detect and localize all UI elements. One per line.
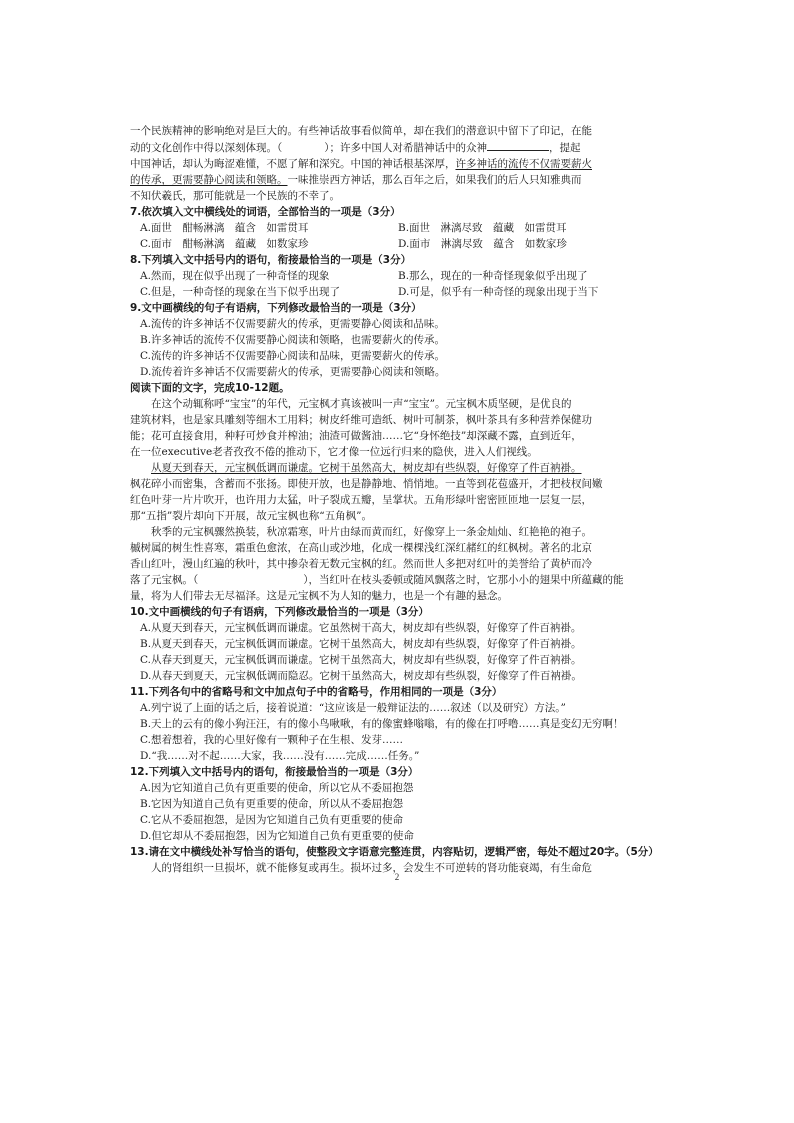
- reading-p1-line3: 能；花可直接食用，种籽可炒食并榨油；油渣可做酱油……它“身怀绝技”却深藏不露，直到近年，: [130, 430, 582, 442]
- question-11-title: 11.下列各句中的省略号和文中加点句子中的省略号，作用相同的一项是（3分）: [130, 686, 503, 698]
- q10-option-b: B.从夏天到春天，元宝枫低调而谦虚。它树干虽然高大，树皮却有些纵裂，好像穿了件百衲褂。: [140, 638, 582, 650]
- q7-option-a: A.面世 酣畅淋漓 蕴含 如雷贯耳: [140, 222, 309, 234]
- question-8-title: 8.下列填入文中括号内的语句，衔接最恰当的一项是（3分）: [130, 254, 412, 266]
- question-10-title: 10.文中画横线的句子有语病，下列修改最恰当的一项是（3分）: [130, 606, 429, 618]
- reading-p1-line4: 在一位executive老者孜孜不倦的推动下，它才像一位远行归来的隐侠，进入人们视线。: [130, 446, 538, 458]
- reading-p3-line5: 量，将为人们带去无尽福泽。这是元宝枫不为人知的魅力，也是一个有趣的悬念。: [130, 590, 508, 602]
- q7-option-b: B.面世 淋漓尽致 蕴藏 如雷贯耳: [398, 222, 567, 234]
- reading-p3-line2: 槭树属的树生性喜寒，霜重色愈浓，在高山或沙地，化成一棵棵浅红深红赭红的红枫树。著名的北京: [130, 542, 592, 554]
- passage1-line2: 动的文化创作中得以深刻体现。（ ）；许多中国人对希腊神话中的众神 ，提起: [130, 139, 661, 156]
- q11-option-c: C.想着想着，我的心里好像有一颗种子在生根、发芽……: [140, 734, 403, 746]
- reading-p2-line1: 从夏天到春天，元宝枫低调而谦虚。它树干虽然高大，树皮却有些纵裂，好像穿了件百衲褂。: [151, 462, 582, 474]
- passage1-line4: 的传承，更需要静心阅读和领略。一味推崇西方神话，那么百年之后，如果我们的后人只知雅典而: [130, 174, 582, 186]
- q12-option-b: B.它因为知道自己负有更重要的使命，所以从不委屈抱怨: [140, 798, 404, 810]
- reading-p1-line1: 在这个动辄称呼“宝宝”的年代，元宝枫才真该被叫一声“宝宝”。元宝枫木质坚硬，是优良的: [151, 398, 572, 410]
- question-13-title: 13.请在文中横线处补写恰当的语句，使整段文字语意完整连贯，内容贴切，逻辑严密，每处不超过20字。（5分）: [130, 846, 659, 858]
- q10-option-c: C.从春天到夏天，元宝枫低调而谦虚。它树干虽然高大，树皮却有些纵裂，好像穿了件百衲褂。: [140, 654, 582, 666]
- q7-option-c: C.面市 酣畅淋漓 蕴藏 如数家珍: [140, 238, 309, 250]
- q9-option-b: B.许多神话的流传不仅需要静心阅读和领略，也需要薪火的传承。: [140, 334, 446, 346]
- q10-option-a: A.从夏天到春天，元宝枫低调而谦虚。它虽然树干高大，树皮却有些纵裂，好像穿了件百衲褂。: [140, 622, 582, 634]
- passage1-line1: 一个民族精神的影响绝对是巨大的。有些神话故事看似简单，却在我们的潜意识中留下了印记，在能: [130, 125, 592, 137]
- q11-option-b: B.天上的云有的像小狗汪汪，有的像小鸟啾啾，有的像蜜蜂嗡嗡，有的像在打呼噜……真是变幻无穷啊！: [140, 718, 624, 730]
- reading-p1-line2: 建筑材料，也是家具雕刻等细木工用料；树皮纤维可造纸、树叶可制茶，枫叶茶具有多种营养保健功: [130, 414, 592, 426]
- page-number: 2: [394, 872, 400, 882]
- q11-option-a: A.列宁说了上面的话之后，接着说道：“这应该是一般辩证法的……叙述（以及研究）方法。”: [140, 702, 566, 714]
- q8-option-b: B.那么，现在的一种奇怪现象似乎出现了: [398, 270, 588, 282]
- question-9-title: 9.文中画横线的句子有语病，下列修改最恰当的一项是（3分）: [130, 302, 422, 314]
- reading-p2-line2: 枫花碎小而密集，含蓄而不张扬。即使开放，也是静静地、悄悄地。一直等到花苞盛开，才把枝杈间嫩: [130, 478, 603, 490]
- q9-option-d: D.流传着许多神话不仅需要薪火的传承，更需要静心阅读和领略。: [140, 366, 446, 378]
- exam-page: [130, 123, 661, 876]
- q8-option-c: C.但是，一种奇怪的现象在当下似乎出现了: [140, 286, 340, 298]
- q9-option-c: C.流传的许多神话不仅需要静心阅读和品味，更需要薪火的传承。: [140, 350, 445, 362]
- q7-option-d: D.面市 淋漓尽致 蕴含 如数家珍: [398, 238, 567, 250]
- q9-option-a: A.流传的许多神话不仅需要薪火的传承，更需要静心阅读和品味。: [140, 318, 445, 330]
- reading-p2-line4: 那“五指”裂片却向下开展，故元宝枫也称“五角枫”。: [130, 510, 372, 522]
- q11-option-d: D.“我……对不起……大家，我……没有……完成……任务。”: [140, 750, 420, 762]
- question-8-options: [130, 268, 661, 300]
- question-7-options: [130, 220, 661, 252]
- passage1-line3: 中国神话，却认为晦涩难懂，不愿了解和深究。中国的神话根基深厚，许多神话的流传不仅需要薪火: [130, 158, 592, 170]
- passage1-line5: 不知伏羲氏，那可能就是一个民族的不幸了。: [130, 190, 340, 202]
- question-7-title: 7.依次填入文中横线处的词语，全部恰当的一项是（3分）: [130, 206, 401, 218]
- question-13-line1: 人的肾组织一旦损坏，就不能修复或再生。损坏过多，会发生不可逆转的肾功能衰竭，有生命危: [151, 862, 592, 874]
- reading-title: 阅读下面的文字，完成10-12题。: [130, 382, 290, 394]
- q12-option-d: D.但它却从不委屈抱怨，因为它知道自己负有更重要的使命: [140, 830, 414, 842]
- q8-option-d: D.可是，似乎有一种奇怪的现象出现于当下: [398, 286, 599, 298]
- question-12-title: 12.下列填入文中括号内的语句，衔接最恰当的一项是（3分）: [130, 766, 419, 778]
- reading-p3-line1: 秋季的元宝枫骤然换装，秋凉霜寒，叶片由绿而黄而红，好像穿上一条金灿灿、红艳艳的袍子。: [151, 526, 592, 538]
- q12-option-a: A.因为它知道自己负有更重要的使命，所以它从不委屈抱怨: [140, 782, 414, 794]
- answer-blank: [487, 139, 549, 151]
- q8-option-a: A.然而，现在似乎出现了一种奇怪的现象: [140, 270, 330, 282]
- reading-p3-line4: 落了元宝枫。（ ），当红叶在枝头委顿或随风飘落之时，它那小小的翅果中所蕴藏的能: [130, 574, 624, 586]
- q10-option-d: D.从春天到夏天，元宝枫低调而隐忍。它树干虽然高大，树皮却有些纵裂，好像穿了件百衲褂。: [140, 670, 582, 682]
- q12-option-c: C.它从不委屈抱怨，是因为它知道自己负有更重要的使命: [140, 814, 403, 826]
- reading-p3-line3: 香山红叶，漫山红遍的秋叶，其中掺杂着无数元宝枫的红。然而世人多把对红叶的美誉给了黄栌而冷: [130, 558, 592, 570]
- reading-p2-line3: 红色叶芽一片片吹开，也许用力太猛，叶子裂成五瓣，呈掌状。五角形绿叶密密匝匝地一层复一层，: [130, 494, 592, 506]
